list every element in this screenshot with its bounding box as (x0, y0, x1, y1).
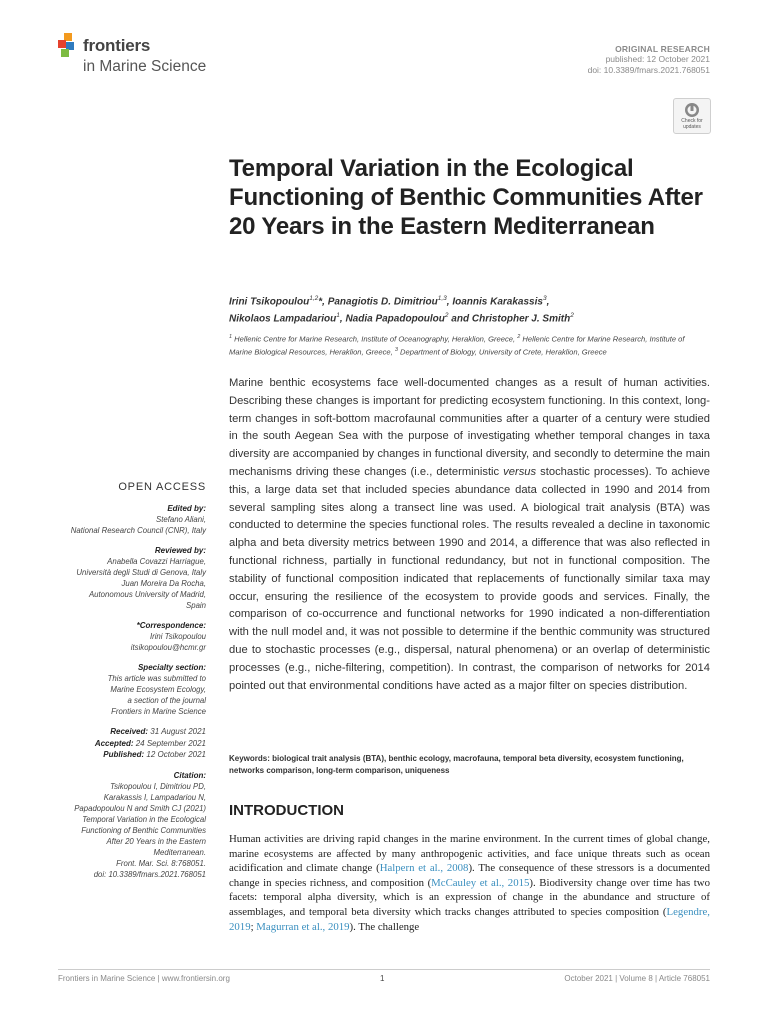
open-access-label: OPEN ACCESS (118, 481, 206, 493)
abstract: Marine benthic ecosystems face well-documented changes as a result of human activities. Describing these changes is important for predicting ecosystem functioning. In this context, long-term changes in soft-bottom macrofaunal communities after a quarter of a century were studied in the south Aegean Sea with the purpose of investigating whether temporal changes in taxa diversity are accompanied by changes in functional diversity, and secondly to determine the main mechanisms driving these changes (i.e., deterministic versus stochastic processes). To achieve this, a large data set that included species abundance data collected in 1990 and 2014 from several sampling sites along a transect line was used. A biological trait analysis (BTA) was conducted to determine the species functional roles. The results revealed a decline in taxonomic alpha and beta diversity metrics between 1990 and 2014, a difference that was also reflected in functional richness, partially in functional redundancy, but not in functional composition. The stability of functional composition indicated that replacements of functionally similar taxa may occur, ensuring the resilience of the ecosystem to provide goods and services. Finally, the comparison of co-occurrence and functional networks for 1990 indicated a non-differentiation with the null model and, it was not possible to determine if the benthic community was structured due to stochastic processes (e.g., dispersal, natural phenomena) or an overlap of deterministic processes (e.g., niche-filtering, competition). In contrast, the comparison of networks for 2014 pointed out that environmental conditions have acted as a major filter on species distribution. (229, 377, 710, 692)
introduction-text: Human activities are driving rapid changes in the marine environment. In the current times of global change, marine ecosystems are affected by many anthropogenic activities, and face unique threats such as ocean acidification and climate change (Halpern et al., 2008). The consequence of these stressors is a documented change in species richness, and composition (McCauley et al., 2015). Biodiversity change over time has two facets: temporal alpha diversity, which is an expression of change in the abundance and structure of assemblages, and temporal beta diversity which tracks changes attributed to species composition (Legendre, 2019; Magurran et al., 2019). The challenge (229, 833, 710, 933)
footer-journal-link[interactable]: Frontiers in Marine Science | www.frontiersin.org (58, 974, 230, 983)
author-list: Irini Tsikopoulou$^{1,2}$*, Panagiotis D. Dimitriou$^{1,3}$, Ioannis Karakassis$^3$, Nikolaos Lampadariou$^1$, Nadia Papadopoulou$^2$ and Christopher J. Smith$^2$ (229, 295, 574, 325)
footer-issue-info: October 2021 | Volume 8 | Article 768051 (564, 974, 710, 983)
article-title: Temporal Variation in the Ecological Functioning of Benthic Communities After 20 Years in the Eastern Mediterranean (229, 155, 703, 240)
correspondence-label: *Correspondence: (136, 621, 206, 630)
page-number: 1 (380, 974, 385, 983)
affiliations: $^1$ Hellenic Centre for Marine Research, Institute of Oceanography, Heraklion, Greece, $^2$ Hellenic Centre for Marine Research, Institute of Marine Biological Resources, Heraklion, Greece, $^3$ Department of Biology, University of Crete, Heraklion, Greece (229, 334, 685, 357)
edited-by-label: Edited by: (167, 504, 206, 513)
footer-divider (58, 969, 710, 970)
check-for-updates-badge[interactable] (673, 98, 711, 134)
author-name[interactable]: Nikolaos Lampadariou (229, 313, 337, 325)
published-date-sidebar: Published: 12 October 2021 (103, 750, 206, 759)
citation-link[interactable]: Magurran et al., 2019 (256, 920, 350, 933)
logo-journal-name: in Marine Science (83, 58, 207, 75)
doi-link[interactable]: doi: 10.3389/fmars.2021.768051 (587, 65, 710, 75)
author-name[interactable]: Panagiotis D. Dimitriou (327, 296, 438, 308)
author-name[interactable]: Christopher J. Smith (471, 313, 571, 325)
accepted-date: Accepted: 24 September 2021 (94, 738, 206, 748)
citation-label: Citation: (173, 770, 206, 780)
citation-doi[interactable]: doi: 10.3389/fmars.2021.768051 (93, 869, 206, 879)
article-meta-header (588, 44, 710, 76)
keywords: Keywords: biological trait analysis (BTA), benthic ecology, macrofauna, temporal beta diversity, ecosystem functioning, networks comparison, long-term comparison, uniqueness (229, 754, 684, 775)
journal-logo[interactable] (58, 33, 238, 83)
check-for-updates-icon (684, 102, 700, 118)
author-name[interactable]: Ioannis Karakassis (452, 296, 543, 308)
badge-label: Check for updates (681, 118, 703, 130)
citation-link[interactable]: Halpern et al., 2008 (379, 862, 469, 875)
specialty-section-label: Specialty section: (137, 663, 206, 672)
published-date: published: 12 October 2021 (605, 54, 710, 64)
author-name[interactable]: Irini Tsikopoulou (229, 296, 310, 308)
article-info-sidebar: OPEN ACCESS Edited by: Stefano Aliani, National Research Council (CNR), Italy Reviewed by: Anabella Covazzi Harriague, Università degli Studi di Genova, Italy Juan Moreira Da Rocha, Autonomous University of Madrid, Spain *Correspondence: Irini Tsikopoulou itsikopoulou@hcmr.gr Specialty section: This article was submitted to Marine Ecosystem Ecology, a section of the journal Frontiers in Marine Science Received: 31 August 2021 Accepted: 24 September 2021 Published: 12 October 2021 Citation: Tsikopoulou I, Dimitriou PD, Karakassis I, Lampadariou N, Papadopoulou N and Smith CJ (2021) Temporal Variation in the Ecological Functioning of Benthic Communities After 20 Years in the Eastern Mediterranean. Front. Mar. Sci. 8:768051. doi: 10.3389/fmars.2021.768051 (40, 481, 206, 880)
author-name[interactable]: Nadia Papadopoulou (345, 313, 445, 325)
frontiers-logo-icon (58, 33, 80, 59)
received-date: Received: 31 August 2021 (110, 727, 206, 736)
reviewed-by-label: Reviewed by: (154, 546, 206, 555)
citation-link[interactable]: McCauley et al., 2015 (431, 876, 530, 889)
citation-link[interactable]: Legendre, 2019 (229, 905, 710, 933)
article-type: ORIGINAL RESEARCH (615, 44, 710, 54)
correspondence-email[interactable]: itsikopoulou@hcmr.gr (130, 643, 206, 652)
section-heading-introduction: INTRODUCTION (229, 802, 344, 819)
logo-wordmark: frontiers (83, 36, 151, 55)
